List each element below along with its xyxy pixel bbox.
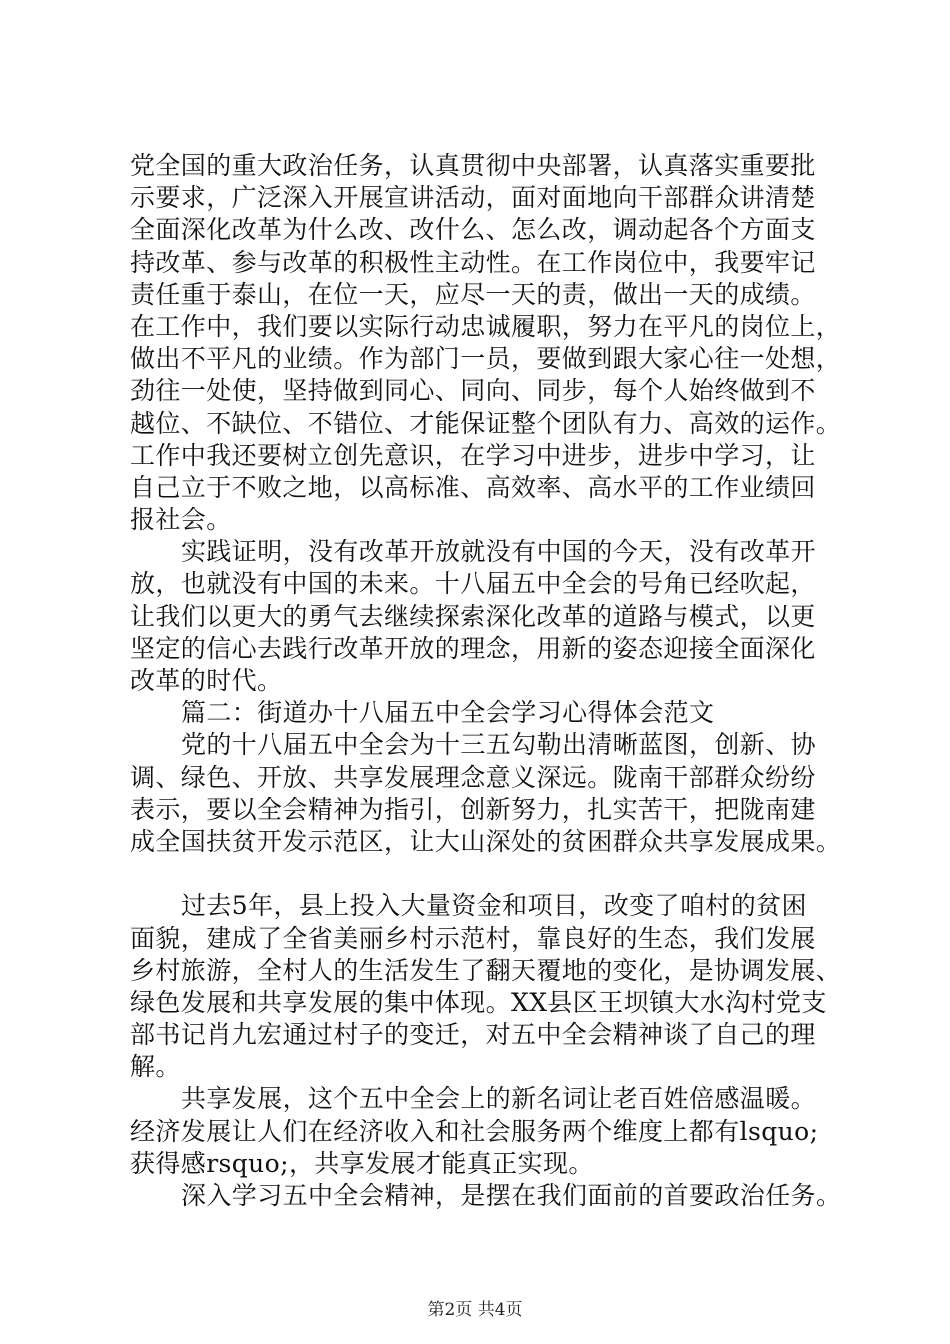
- text-line: 成全国扶贫开发示范区，让大山深处的贫困群众共享发展成果。: [130, 826, 842, 856]
- text-line: 责任重于泰山，在位一天，应尽一天的责，做出一天的成绩。: [130, 279, 816, 309]
- text-line: 全面深化改革为什么改、改什么、怎么改，调动起各个方面支: [130, 215, 816, 245]
- text-line: 调、绿色、开放、共享发展理念意义深远。陇南干部群众纷纷: [130, 762, 816, 792]
- text-line: 工作中我还要树立创先意识，在学习中进步，进步中学习，让: [130, 440, 816, 470]
- paragraph-start-line: 过去5年，县上投入大量资金和项目，改变了咱村的贫困: [181, 891, 807, 921]
- text-line: 在工作中，我们要以实际行动忠诚履职，努力在平凡的岗位上，: [130, 311, 842, 341]
- text-line: 表示，要以全会精神为指引，创新努力，扎实苦干，把陇南建: [130, 794, 816, 824]
- text-line: 面貌，建成了全省美丽乡村示范村，靠良好的生态，我们发展: [130, 923, 816, 953]
- text-line: 部书记肖九宏通过村子的变迁，对五中全会精神谈了自己的理: [130, 1020, 816, 1050]
- section-heading: 篇二：街道办十八届五中全会学习心得体会范文: [181, 698, 715, 728]
- text-line: 经济发展让人们在经济收入和社会服务两个维度上都有lsquo;: [130, 1116, 819, 1146]
- paragraph-start-line: 深入学习五中全会精神，是摆在我们面前的首要政治任务。: [181, 1181, 842, 1210]
- text-line: 自己立于不败之地，以高标准、高效率、高水平的工作业绩回: [130, 472, 816, 502]
- text-line: 绿色发展和共享发展的集中体现。XX县区王坝镇大水沟村党支: [130, 987, 827, 1017]
- paragraph-start-line: 共享发展，这个五中全会上的新名词让老百姓倍感温暖。: [181, 1084, 817, 1114]
- document-body: [130, 150, 850, 1212]
- text-line: 放，也就没有中国的未来。十八届五中全会的号角已经吹起，: [130, 569, 816, 599]
- text-line: 示要求，广泛深入开展宣讲活动，面对面地向干部群众讲清楚: [130, 183, 816, 213]
- text-line: 越位、不缺位、不错位、才能保证整个团队有力、高效的运作。: [130, 408, 842, 438]
- text-line: 让我们以更大的勇气去继续探索深化改革的道路与模式，以更: [130, 601, 816, 631]
- text-line: 持改革、参与改革的积极性主动性。在工作岗位中，我要牢记: [130, 247, 816, 277]
- page-number-footer: 第2页 共4页: [427, 1300, 523, 1320]
- text-line: 报社会。: [130, 505, 232, 535]
- text-line: 劲往一处使，坚持做到同心、同向、同步，每个人始终做到不: [130, 376, 816, 406]
- text-line: 改革的时代。: [130, 666, 283, 695]
- text-line: 党全国的重大政治任务，认真贯彻中央部署，认真落实重要批: [130, 151, 816, 180]
- text-line: 坚定的信心去践行改革开放的理念，用新的姿态迎接全面深化: [130, 633, 816, 663]
- paragraph-start-line: 党的十八届五中全会为十三五勾勒出清晰蓝图，创新、协: [181, 730, 817, 760]
- text-line: 解。: [130, 1052, 181, 1082]
- paragraph-start-line: 实践证明，没有改革开放就没有中国的今天，没有改革开: [181, 537, 817, 567]
- blank-line: [130, 858, 850, 890]
- text-line: 获得感rsquo;，共享发展才能真正实现。: [130, 1148, 594, 1178]
- text-line: 做出不平凡的业绩。作为部门一员，要做到跟大家心往一处想，: [130, 344, 842, 374]
- text-line: 乡村旅游，全村人的生活发生了翻天覆地的变化，是协调发展、: [130, 955, 842, 985]
